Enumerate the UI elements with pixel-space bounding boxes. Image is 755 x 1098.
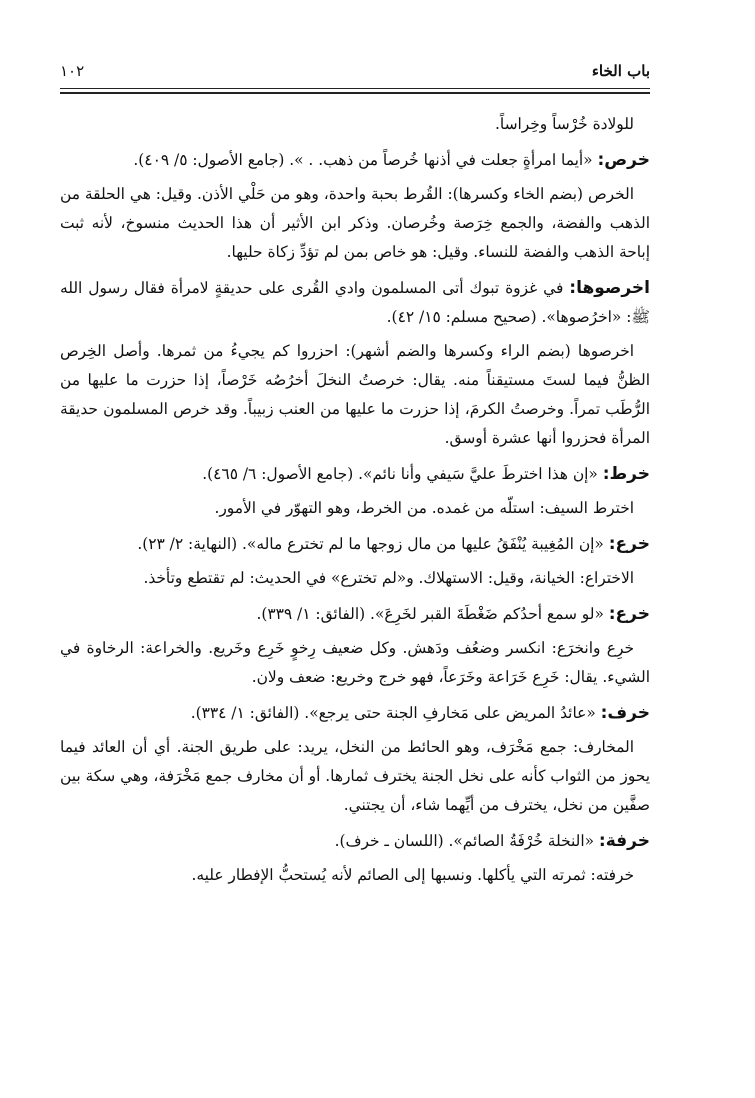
entry-paragraph	[60, 528, 650, 559]
page-number: ١٠٢	[60, 62, 85, 80]
entry-keyword: خرفة:	[598, 831, 650, 851]
chapter-title: باب الخاء	[591, 62, 650, 80]
entry-hadith: «لو سمع أحدُكم ضَغْطَةَ القبر لخَرِعَ». (الفائق: ١/ ٣٣٩).	[256, 605, 609, 623]
header-rule-thick	[60, 92, 650, 94]
entry-keyword: خرع:	[608, 604, 650, 624]
entry-paragraph	[60, 697, 650, 728]
entry-keyword: اخرصوها:	[569, 278, 650, 298]
entry-paragraph	[60, 272, 650, 332]
entry-paragraph	[60, 144, 650, 175]
entry-paragraph	[60, 458, 650, 489]
entry-keyword: خرع:	[608, 534, 650, 554]
entry-hadith: «أيما امرأةٍ جعلت في أذنها خُرصاً من ذهب. . ». (جامع الأصول: ٥/ ٤٠٩).	[133, 151, 598, 169]
entry-paragraph	[60, 825, 650, 856]
text-paragraph: للولادة خُرْساً وخِراساً.	[495, 115, 634, 133]
page-header	[60, 62, 650, 88]
text-paragraph: اخترط السيف: استلّه من غمده. من الخرط، وهو التهوّر في الأمور.	[214, 499, 634, 517]
entry-hadith: في غزوة تبوك أتى المسلمون وادي القُرى على حديقةٍ لامرأة فقال رسول الله ﷺ: «اخرُصوها». (صحيح مسلم: ١٥/ ٤٢).	[60, 279, 650, 326]
text-paragraph: خرفته: ثمرته التي يأكلها. ونسبها إلى الصائم لأنه يُستحبُّ الإفطار عليه.	[191, 866, 634, 884]
entry-hadith: «النخلة خُرْفَةُ الصائم». (اللسان ـ خرف).	[334, 832, 599, 850]
text-paragraph: المخارف: جمع مَخْرَف، وهو الحائط من النخل، يريد: على طريق الجنة. أي أن العائد فيما يحوز من الثواب كأنه على نخل الجنة يخترف ثمارها. أو أن مخارف جمع مَخْرَفة، وهي سكة بين صفَّين من نخل، يخترف من أيِّهما شاء، أن يجتني.	[60, 738, 650, 814]
text-paragraph: خرِع وانخرَع: انكسر وضعُف ودَهش. وكل ضعيف رِخوٍ خَرِع وخَريع. والخراعة: الرخاوة في الشيء. يقال: خَرِع خَرَاعة وخَرَعاً، فهو خرج وخريع: ضعف ولان.	[60, 639, 650, 686]
text-paragraph: الاختراع: الخيانة، وقيل: الاستهلاك. و«لم تخترع» في الحديث: لم تقتطع وتأخذ.	[143, 569, 634, 587]
book-page	[60, 50, 650, 1070]
entry-keyword: خرط:	[602, 464, 650, 484]
header-rule-thin	[60, 88, 650, 89]
entry-paragraph	[60, 598, 650, 629]
entry-hadith: «عائدُ المريض على مَخارفِ الجنة حتى يرجع». (الفائق: ١/ ٣٣٤).	[190, 704, 601, 722]
entry-hadith: «إن هذا اخترطَ عليَّ سَيفي وأنا نائم». (جامع الأصول: ٦/ ٤٦٥).	[202, 465, 603, 483]
entry-hadith: «إن المُغِيبة يُنْفَقُ عليها من مال زوجها ما لم تخترع ماله». (النهاية: ٢/ ٢٣).	[137, 535, 609, 553]
entry-keyword: خرص:	[597, 150, 650, 170]
text-paragraph: اخرصوها (بضم الراء وكسرها والضم أشهر): احزروا كم يجيءُ من ثمرها. وأصل الخِرص الظنُّ فيما لستَ مستيقناً منه. يقال: خرصتُ النخلَ أخرُصُه خَرْصاً، إذا حزرت ما عليها من الرُّطَب تمراً. وخرصتُ الكرمَ، إذا حزرت ما عليها من العنب زبيباً. وقد خرص المسلمون حديقة المرأة فحزروا أنها عشرة أوسق.	[60, 342, 650, 447]
entry-keyword: خرف:	[600, 703, 650, 723]
page-body	[60, 110, 650, 890]
text-paragraph: الخرص (بضم الخاء وكسرها): القُرط بحبة واحدة، وهو من حَلْي الأذن. وقيل: هي الحلقة من الذهب والفضة، والجمع خِرَصة وخُرصان. وذكر ابن الأثير أن هذا الحديث منسوخ، لأنه ثبت إباحة الذهب والفضة للنساء. وقيل: هو خاص بمن لم تؤدِّ زكاة حليها.	[60, 185, 650, 261]
